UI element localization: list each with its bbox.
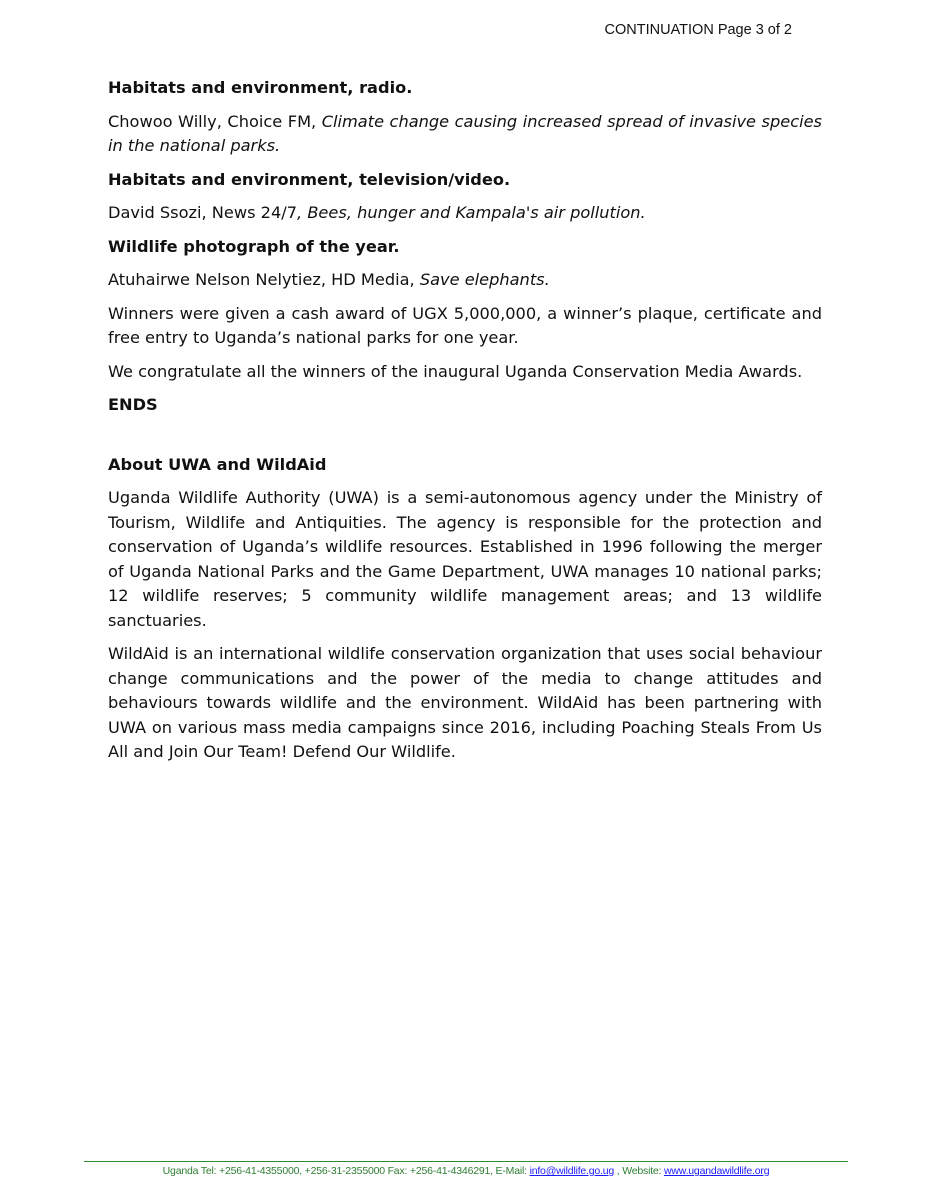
entry-title-photo: Save elephants. (419, 270, 550, 289)
award-category-radio: Habitats and environment, radio. (108, 78, 413, 97)
page-continuation-label: CONTINUATION Page 3 of 2 (604, 22, 792, 38)
winner-name-radio: Chowoo Willy, Choice FM, (108, 111, 322, 131)
entry-title-tv: , Bees, hunger and Kampala's air pollution. (297, 203, 646, 222)
winner-name-tv: David Ssozi, News 24/7 (108, 203, 298, 222)
document-body (108, 76, 822, 774)
about-heading: About UWA and WildAid (108, 454, 327, 474)
about-uwa-paragraph: Uganda Wildlife Authority (UWA) is a semi-autonomous agency under the Ministry of Tourism, Wildlife and Antiquities. The agency is responsible for the protection and conservation of Uganda’s wildlife resources. Established in 1996 following the merger of Uganda National Parks and the Game Department, UWA manages 10 national parks; 12 wildlife reserves; 5 community wildlife management areas; and 13 wildlife sanctuaries. (108, 488, 822, 630)
section-spacer (108, 427, 822, 453)
footer-contact-text: Uganda Tel: +256-41-4355000, +256-31-2355000 Fax: +256-41-4346291, E-Mail: (162, 1165, 530, 1177)
entry-title-radio: Climate change causing increased spread of invasive species in the national parks. (108, 111, 822, 155)
award-winner-tv (108, 201, 822, 226)
footer-email-link[interactable]: info@wildlife.go.ug (529, 1165, 615, 1177)
award-category-tv: Habitats and environment, television/video. (108, 169, 511, 189)
ends-marker: ENDS (108, 395, 158, 414)
prize-paragraph: Winners were given a cash award of UGX 5,000,000, a winner’s plaque, certificate and free entry to Uganda’s national parks for one year. (108, 303, 822, 347)
award-winner-photo (108, 268, 822, 293)
award-winner-radio (108, 110, 822, 159)
footer-website-label: , Website: (614, 1165, 664, 1177)
footer-divider (84, 1161, 848, 1162)
about-wildaid-paragraph: WildAid is an international wildlife conservation organization that uses social behaviour change communications and the power of the media to change attitudes and behaviours towards wildlife and the environment. WildAid has been partnering with UWA on various mass media campaigns since 2016, including Poaching Steals From Us All and Join Our Team! Defend Our Wildlife. (108, 644, 822, 761)
winner-name-photo: Atuhairwe Nelson Nelytiez, HD Media, (108, 270, 420, 289)
congratulations-paragraph: We congratulate all the winners of the inaugural Uganda Conservation Media Awards. (108, 361, 803, 381)
footer-contact-line (84, 1165, 848, 1177)
award-category-photo: Wildlife photograph of the year. (108, 236, 400, 256)
footer-website-link[interactable]: www.ugandawildlife.org (664, 1165, 770, 1177)
